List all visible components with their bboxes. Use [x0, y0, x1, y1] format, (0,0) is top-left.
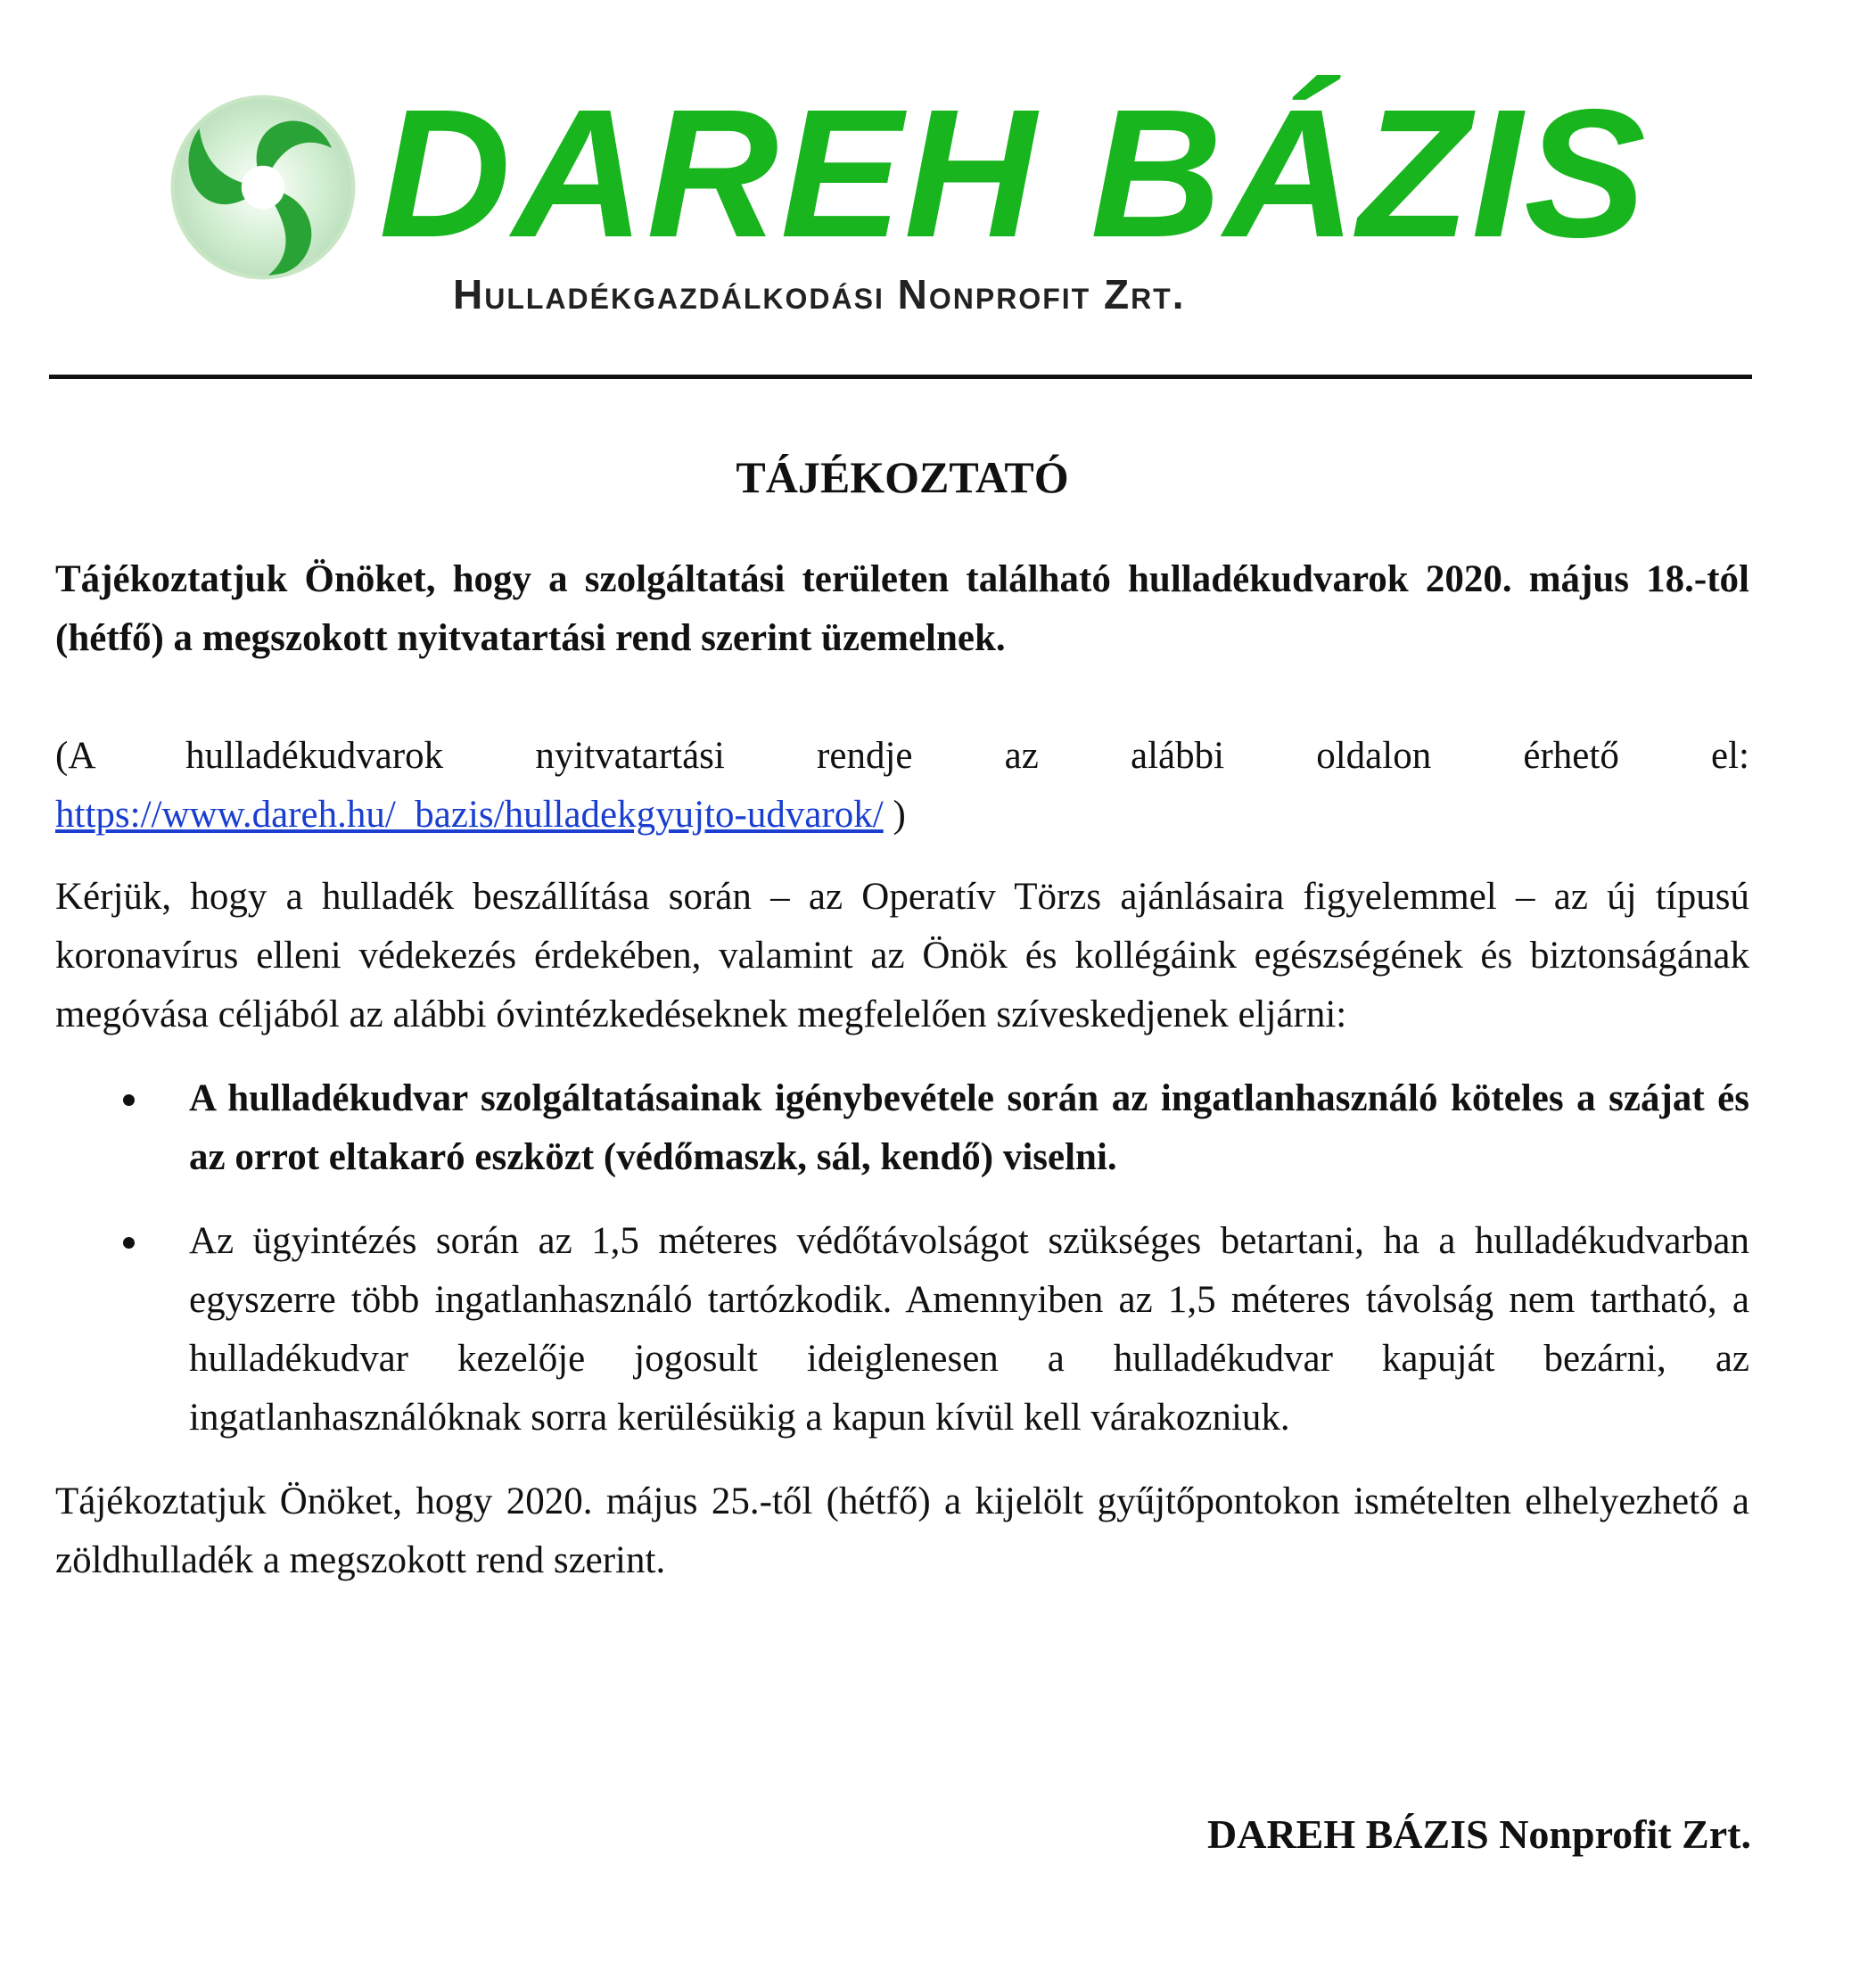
signature: DAREH BÁZIS Nonprofit Zrt.	[1207, 1811, 1751, 1857]
precautions-list	[55, 1069, 1749, 1448]
list-item	[55, 1212, 1749, 1448]
company-tagline	[453, 270, 1186, 318]
intro-paragraph: Tájékoztatjuk Önöket, hogy a szolgáltatási területen található hulladékudvarok 2020. május 18.-tól (hétfő) a megszokott nyitvatartási rend szerint üzemelnek.	[55, 558, 1749, 659]
opening-hours-link[interactable]: https://www.dareh.hu/_bazis/hulladekgyujto-udvarok/	[55, 794, 884, 836]
recycling-swirl-logo-icon	[165, 89, 361, 285]
note-prefix: (A hulladékudvarok nyitvatartási rendje az alábbi oldalon érhető el:	[55, 735, 1749, 777]
bullet-icon	[123, 1237, 135, 1249]
opening-hours-note	[55, 727, 1749, 845]
request-paragraph: Kérjük, hogy a hulladék beszállítása során – az Operatív Törzs ajánlásaira figyelemmel – az új típusú koronavírus elleni védekezés érdekében, valamint az Önök és kollégáink egészségének és biztonságának megóvása céljából az alábbi óvintézkedéseknek megfelelően szíveskedjenek eljárni:	[55, 876, 1749, 1035]
notice-body	[55, 441, 1749, 1590]
list-item-text: A hulladékudvar szolgáltatásainak igénybevétele során az ingatlanhasználó köteles a szájat és az orrot eltakaró eszközt (védőmaszk, sál, kendő) viselni.	[189, 1077, 1749, 1178]
bullet-icon	[123, 1094, 135, 1106]
brand-name: DAREH BÁZIS	[379, 71, 1648, 276]
tagline-text: Hulladékgazdálkodási Nonprofit Zrt.	[453, 271, 1186, 318]
note-suffix: )	[883, 794, 906, 836]
header-divider	[49, 375, 1752, 379]
list-item	[55, 1069, 1749, 1187]
letterhead	[0, 0, 1876, 321]
closing-paragraph: Tájékoztatjuk Önöket, hogy 2020. május 25.-től (hétfő) a kijelölt gyűjtőpontokon ismételten elhelyezhető a zöldhulladék a megszokott rend szerint.	[55, 1480, 1749, 1581]
page-title: TÁJÉKOZTATÓ	[736, 452, 1069, 502]
list-item-text: Az ügyintézés során az 1,5 méteres védőtávolságot szükséges betartani, ha a hulladékudvarban egyszerre több ingatlanhasználó tartózkodik. Amennyiben az 1,5 méteres távolság nem tartható, a hulladékudvar kezelője jogosult ideiglenesen a hulladékudvar kapuját bezárni, az ingatlanhasználóknak sorra kerülésükig a kapun kívül kell várakozniuk.	[189, 1220, 1749, 1439]
